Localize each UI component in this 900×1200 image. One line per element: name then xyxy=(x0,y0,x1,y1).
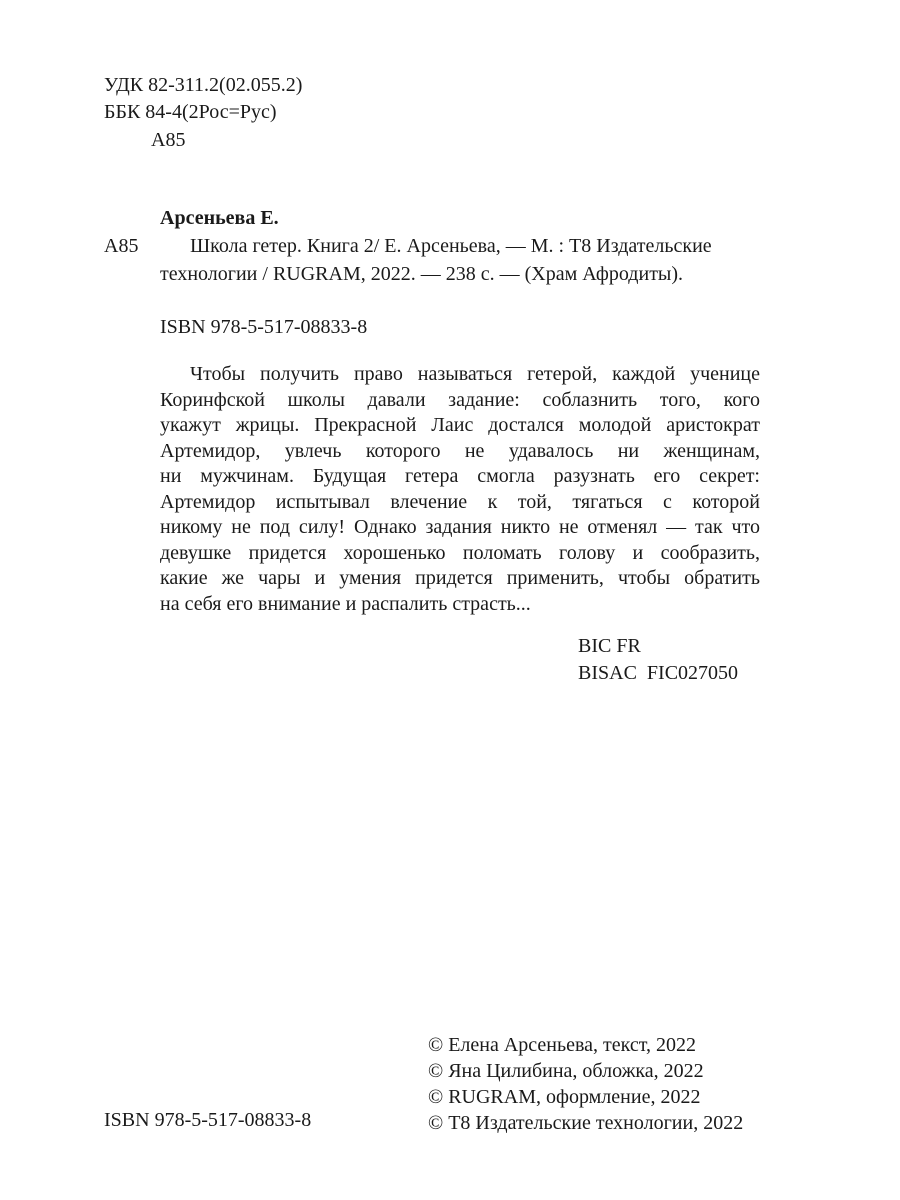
annotation-line: на себя его внимание и распалить страсть... xyxy=(160,592,531,615)
copyright-line: © Яна Цилибина, обложка, 2022 xyxy=(428,1060,704,1082)
copyright-block xyxy=(428,1032,743,1136)
annotation-line: ни мужчинам. Будущая гетера смогла разузнать его секрет: xyxy=(160,465,760,487)
annotation-line: Чтобы получить право называться гетерой, каждой ученице xyxy=(190,363,760,385)
bbk-code: ББК 84-4(2Рос=Рус) xyxy=(104,101,277,123)
isbn-record: ISBN 978-5-517-08833-8 xyxy=(160,316,368,338)
author-mark-top: А85 xyxy=(151,129,186,151)
annotation-line: никому не под силу! Однако задания никто не отменял — так что xyxy=(160,516,760,538)
bic-code: BIC FR xyxy=(578,635,641,657)
isbn-footer: ISBN 978-5-517-08833-8 xyxy=(104,1109,312,1131)
bibliographic-description xyxy=(160,232,760,288)
description-line: Школа гетер. Книга 2/ Е. Арсеньева, — М. : Т8 Издательские xyxy=(190,235,712,257)
annotation-line: Артемидор испытывал влечение к той, тягаться с которой xyxy=(160,490,760,513)
annotation-line: Артемидор, увлечь которого не удавалось ни женщинам, xyxy=(160,439,760,462)
bisac-code: BISAC FIC027050 xyxy=(578,662,739,684)
copyright-line: © RUGRAM, оформление, 2022 xyxy=(428,1086,701,1108)
author-mark: А85 xyxy=(104,235,139,257)
udk-code: УДК 82-311.2(02.055.2) xyxy=(104,74,303,96)
copyright-line: © Т8 Издательские технологии, 2022 xyxy=(428,1112,744,1134)
annotation-line: Коринфской школы давали задание: соблазнить того, кого xyxy=(160,388,760,411)
annotation-line: девушке придется хорошенько поломать голову и сообразить, xyxy=(160,541,760,564)
copyright-line: © Елена Арсеньева, текст, 2022 xyxy=(428,1034,696,1056)
annotation xyxy=(160,362,760,617)
annotation-line: какие же чары и умения придется применить, чтобы обратить xyxy=(160,567,760,589)
author-name: Арсеньева Е. xyxy=(160,207,279,229)
annotation-line: укажут жрицы. Прекрасной Лаис достался молодой аристократ xyxy=(160,414,760,436)
description-line: технологии / RUGRAM, 2022. — 238 с. — (Храм Афродиты). xyxy=(160,263,684,285)
